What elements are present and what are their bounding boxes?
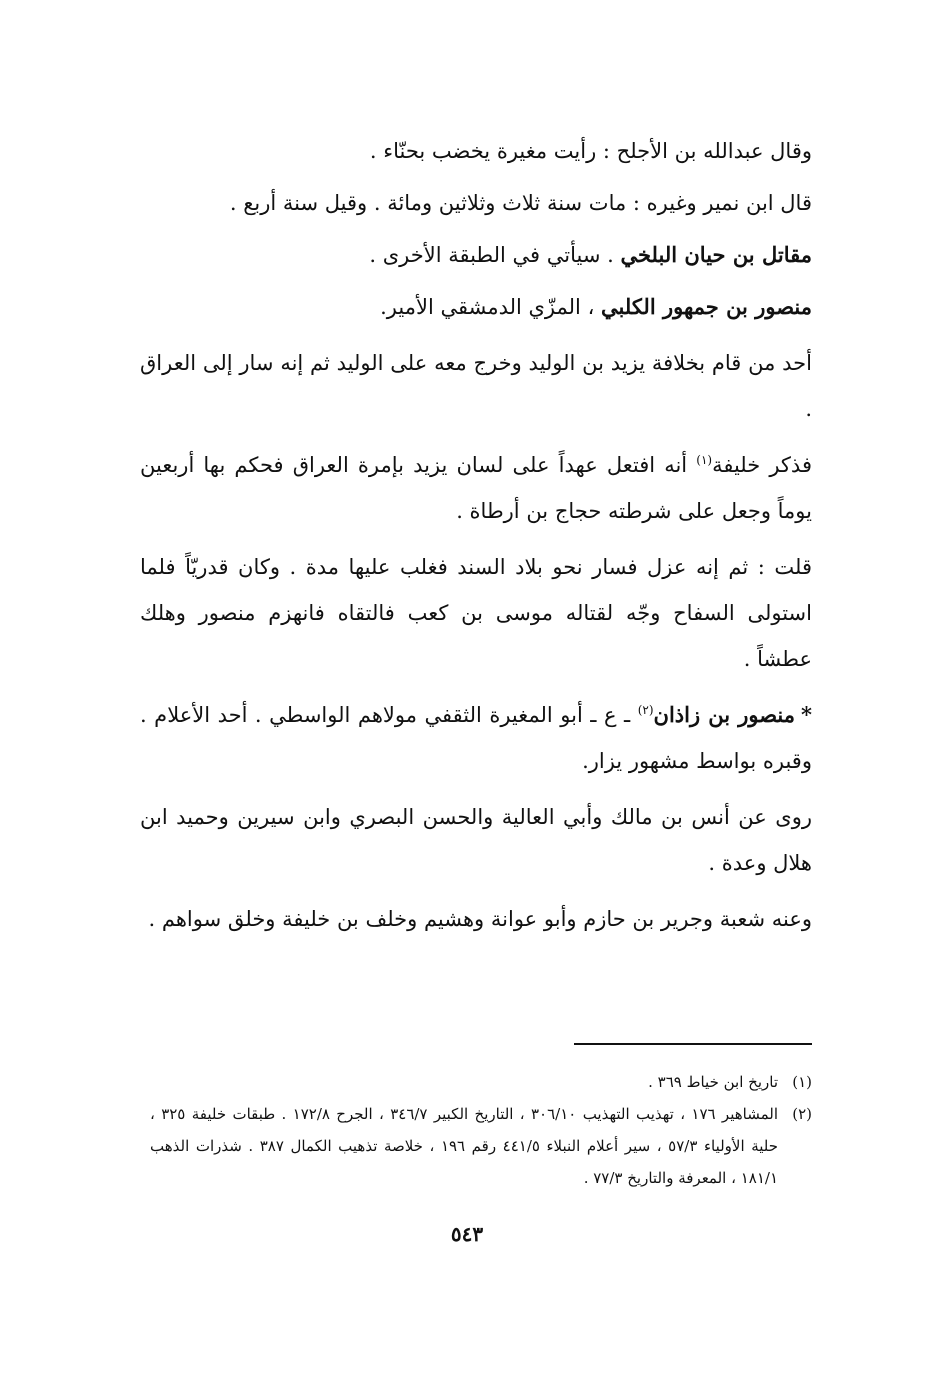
paragraph-6: [140, 442, 812, 534]
paragraph-5: [140, 340, 812, 432]
footnote-1: [150, 1066, 812, 1098]
paragraph-7: [140, 544, 812, 682]
paragraph-10: [140, 896, 812, 942]
entry-mansur-jumhur: [140, 284, 812, 330]
paragraph-6-text: أنه افتعل عهداً على لسان يزيد بإمرة العراق فحكم بها أربعين يوماً وجعل على شرطته حجاج بن أرطاة .: [140, 453, 812, 523]
footnotes: [150, 1066, 812, 1194]
paragraph-2: [140, 180, 812, 226]
paragraph-5-text: أحد من قام بخلافة يزيد بن الوليد وخرج معه على الوليد ثم إنه سار إلى العراق .: [140, 351, 812, 421]
paragraph-2-text: قال ابن نمير وغيره : مات سنة ثلاث وثلاثين ومائة . وقيل سنة أربع .: [229, 191, 812, 215]
entry-text-muqatil: . سيأتي في الطبقة الأخرى .: [369, 243, 621, 267]
main-text: [140, 128, 812, 952]
entry-text-mansur-zadhan: ـ ع ـ أبو المغيرة الثقفي مولاهم الواسطي . أحد الأعلام . وقبره بواسط مشهور يزار.: [140, 703, 812, 773]
paragraph-9-text: روى عن أنس بن مالك وأبي العالية والحسن البصري وابن سيرين وحميد ابن هلال وعدة .: [140, 805, 812, 875]
entry-text-mansur-jumhur: ، المزّي الدمشقي الأمير.: [380, 295, 602, 319]
footnote-separator: [574, 1043, 812, 1045]
entry-heading-mansur-jumhur: منصور بن جمهور الكلبي: [601, 294, 812, 319]
footnote-2-number: (٢): [792, 1105, 812, 1123]
entry-mansur-zadhan: [140, 692, 812, 784]
star-marker: *: [801, 702, 812, 727]
paragraph-6-lead: فذكر خليفة: [712, 453, 812, 477]
footnote-2: [150, 1098, 812, 1194]
footnote-1-number: (١): [792, 1073, 812, 1091]
footnote-1-text: تاريخ ابن خياط ٣٦٩ .: [648, 1073, 778, 1091]
entry-heading-muqatil: مقاتل بن حيان البلخي: [620, 242, 812, 267]
entry-heading-mansur-zadhan: منصور بن زاذان: [653, 702, 796, 727]
footnote-ref-1: (١): [696, 453, 713, 467]
paragraph-9: [140, 794, 812, 886]
footnote-2-text: المشاهير ١٧٦ ، تهذيب التهذيب ٣٠٦/١٠ ، التاريخ الكبير ٣٤٦/٧ ، الجرح ١٧٢/٨ . طبقات خليفة ٣٢٥ ، حلية الأولياء ٥٧/٣ ، سير أعلام النبلاء ٤٤١/٥ رقم ١٩٦ ، خلاصة تذهيب الكمال ٣٨٧ . شذرات الذهب ١٨١/١ ، المعرفة والتاريخ ٧٧/٣ .: [150, 1105, 779, 1187]
paragraph-1-text: وقال عبدالله بن الأجلح : رأيت مغيرة يخضب بحنّاء .: [369, 139, 812, 163]
entry-muqatil: [140, 232, 812, 278]
paragraph-7-text: قلت : ثم إنه عزل فسار نحو بلاد السند فغلب عليها مدة . وكان قدريّاً فلما استولى السفاح وجّه لقتاله موسى بن كعب فالتقاه فانهزم منصور وهلك عطشاً .: [140, 555, 812, 671]
page-number: ٥٤٣: [450, 1222, 484, 1246]
paragraph-10-text: وعنه شعبة وجرير بن حازم وأبو عوانة وهشيم وخلف بن خليفة وخلق سواهم .: [148, 907, 812, 931]
paragraph-1: [140, 128, 812, 174]
footnote-ref-2: (٢): [637, 703, 654, 717]
